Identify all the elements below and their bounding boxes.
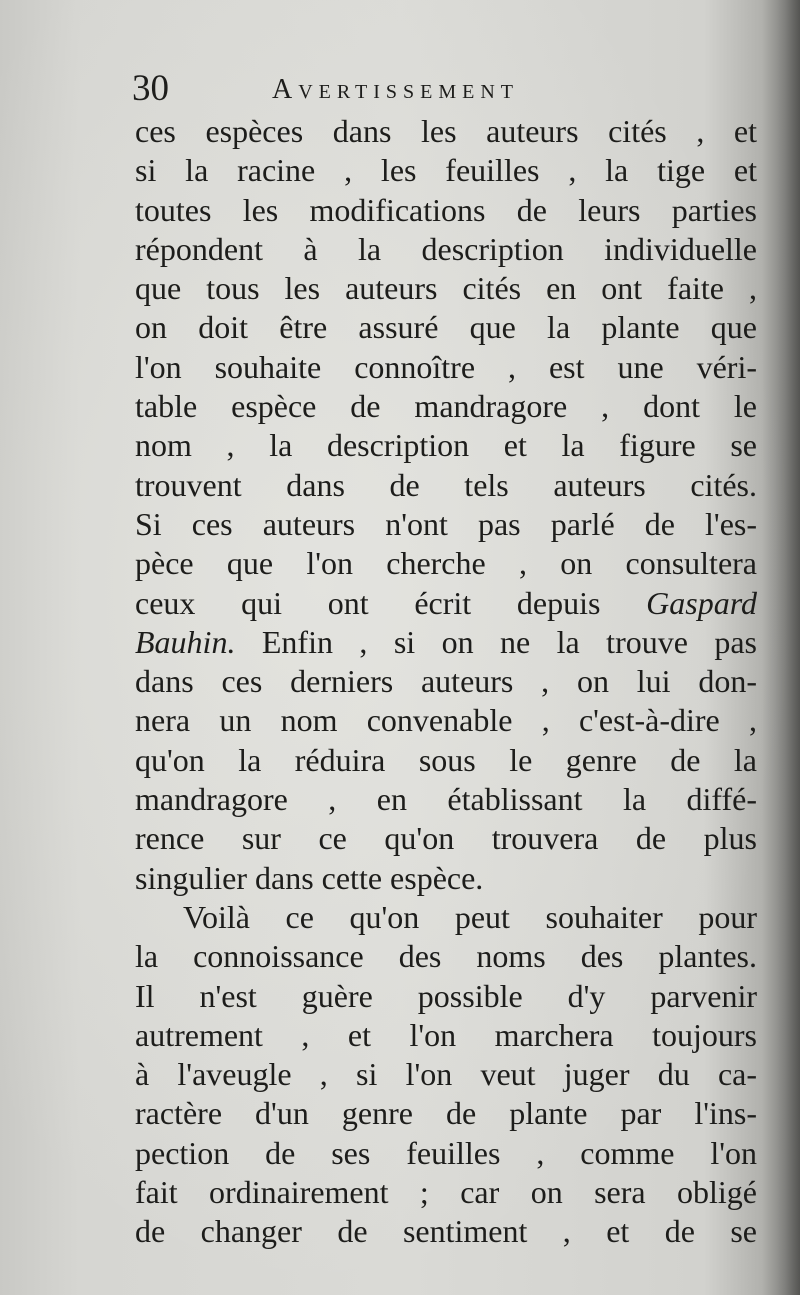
text-line: nera un nom convenable , c'est-à-dire , (135, 702, 757, 739)
text-line: si la racine , les feuilles , la tige et (135, 152, 757, 189)
running-title: Avertissement (272, 74, 520, 105)
text-line: singulier dans cette espèce. (135, 859, 484, 896)
text-line: fait ordinairement ; car on sera obligé (135, 1174, 757, 1211)
text-line: dans ces derniers auteurs , on lui don- (135, 663, 757, 700)
text-line: ces espèces dans les auteurs cités , et (135, 113, 757, 149)
italic-name: Gaspard (646, 584, 757, 621)
text-line: toutes les modifications de leurs parties (135, 191, 757, 228)
text-line: répondent à la description individuelle (135, 230, 757, 267)
text-line: Si ces auteurs n'ont pas parlé de l'es- (135, 505, 757, 542)
text-line-with-italic (135, 584, 757, 623)
text-line: pection de ses feuilles , comme l'on (135, 1134, 757, 1171)
page-edge-shadow (762, 0, 800, 1295)
text-line: table espèce de mandragore , dont le (135, 388, 757, 425)
text-line: la connoissance des noms des plantes. (135, 938, 757, 975)
text-segment: Enfin , si on ne la trouve pas (261, 623, 758, 660)
text-line: à l'aveugle , si l'on veut juger du ca- (135, 1056, 757, 1093)
text-line: trouvent dans de tels auteurs cités. (135, 466, 757, 503)
text-line: l'on souhaite connoître , est une véri- (135, 348, 757, 385)
page-header (132, 66, 632, 116)
text-segment: ceux qui ont écrit depuis (135, 584, 601, 621)
text-line: que tous les auteurs cités en ont faite , (135, 270, 757, 307)
text-line: ractère d'un genre de plante par l'ins- (135, 1095, 757, 1132)
text-line-with-italic (135, 623, 757, 662)
body-text (135, 112, 757, 1252)
text-line: qu'on la réduira sous le genre de la (135, 741, 757, 778)
text-line: nom , la description et la figure se (135, 427, 757, 464)
text-line: de changer de sentiment , et de se (135, 1213, 757, 1250)
text-line: mandragore , en établissant la diffé- (135, 781, 757, 818)
text-line: autrement , et l'on marchera toujours (135, 1016, 757, 1053)
text-line: Il n'est guère possible d'y parvenir (135, 977, 757, 1014)
text-line: on doit être assuré que la plante que (135, 309, 757, 346)
text-line: rence sur ce qu'on trouvera de plus (135, 820, 757, 857)
italic-name: Bauhin. (135, 623, 236, 660)
text-line: pèce que l'on cherche , on consultera (135, 545, 757, 582)
page-number: 30 (132, 68, 169, 109)
text-line: Voilà ce qu'on peut souhaiter pour (183, 898, 757, 935)
